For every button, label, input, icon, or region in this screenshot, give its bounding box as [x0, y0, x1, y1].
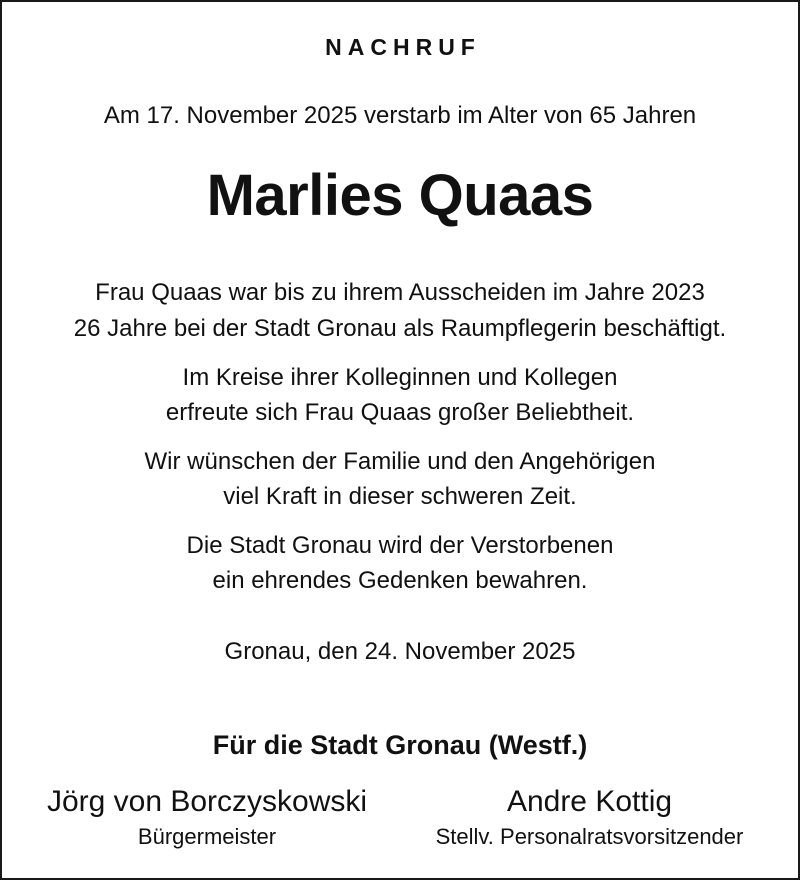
signatory-name: Jörg von Borczyskowski [46, 785, 368, 818]
paragraph-line: Frau Quaas war bis zu ihrem Ausscheiden im Jahre 2023 [95, 279, 705, 306]
intro-line: Am 17. November 2025 verstarb im Alter von 65 Jahren [103, 102, 697, 129]
paragraph-line: Die Stadt Gronau wird der Verstorbenen [186, 532, 614, 559]
signatory-mayor [22, 782, 392, 852]
signatory-role: Bürgermeister [137, 824, 277, 849]
paragraph-line: Wir wünschen der Familie und den Angehörigen [144, 448, 656, 475]
notice-heading: NACHRUF [325, 34, 481, 60]
signatory-name: Andre Kottig [506, 785, 673, 818]
organization-name: Für die Stadt Gronau (Westf.) [212, 730, 588, 760]
place-date: Gronau, den 24. November 2025 [224, 638, 576, 665]
paragraph-line: erfreute sich Frau Quaas großer Beliebtheit. [165, 399, 635, 426]
paragraph-line: Im Kreise ihrer Kolleginnen und Kollegen [182, 364, 618, 391]
paragraph-line: ein ehrendes Gedenken bewahren. [212, 567, 588, 594]
signatory-staff-council [397, 782, 782, 852]
deceased-name: Marlies Quaas [206, 163, 594, 228]
signatory-role: Stellv. Personalratsvorsitzender [435, 824, 744, 849]
paragraph-line: viel Kraft in dieser schweren Zeit. [223, 483, 577, 510]
paragraph-line: 26 Jahre bei der Stadt Gronau als Raumpflegerin beschäftigt. [73, 315, 727, 342]
